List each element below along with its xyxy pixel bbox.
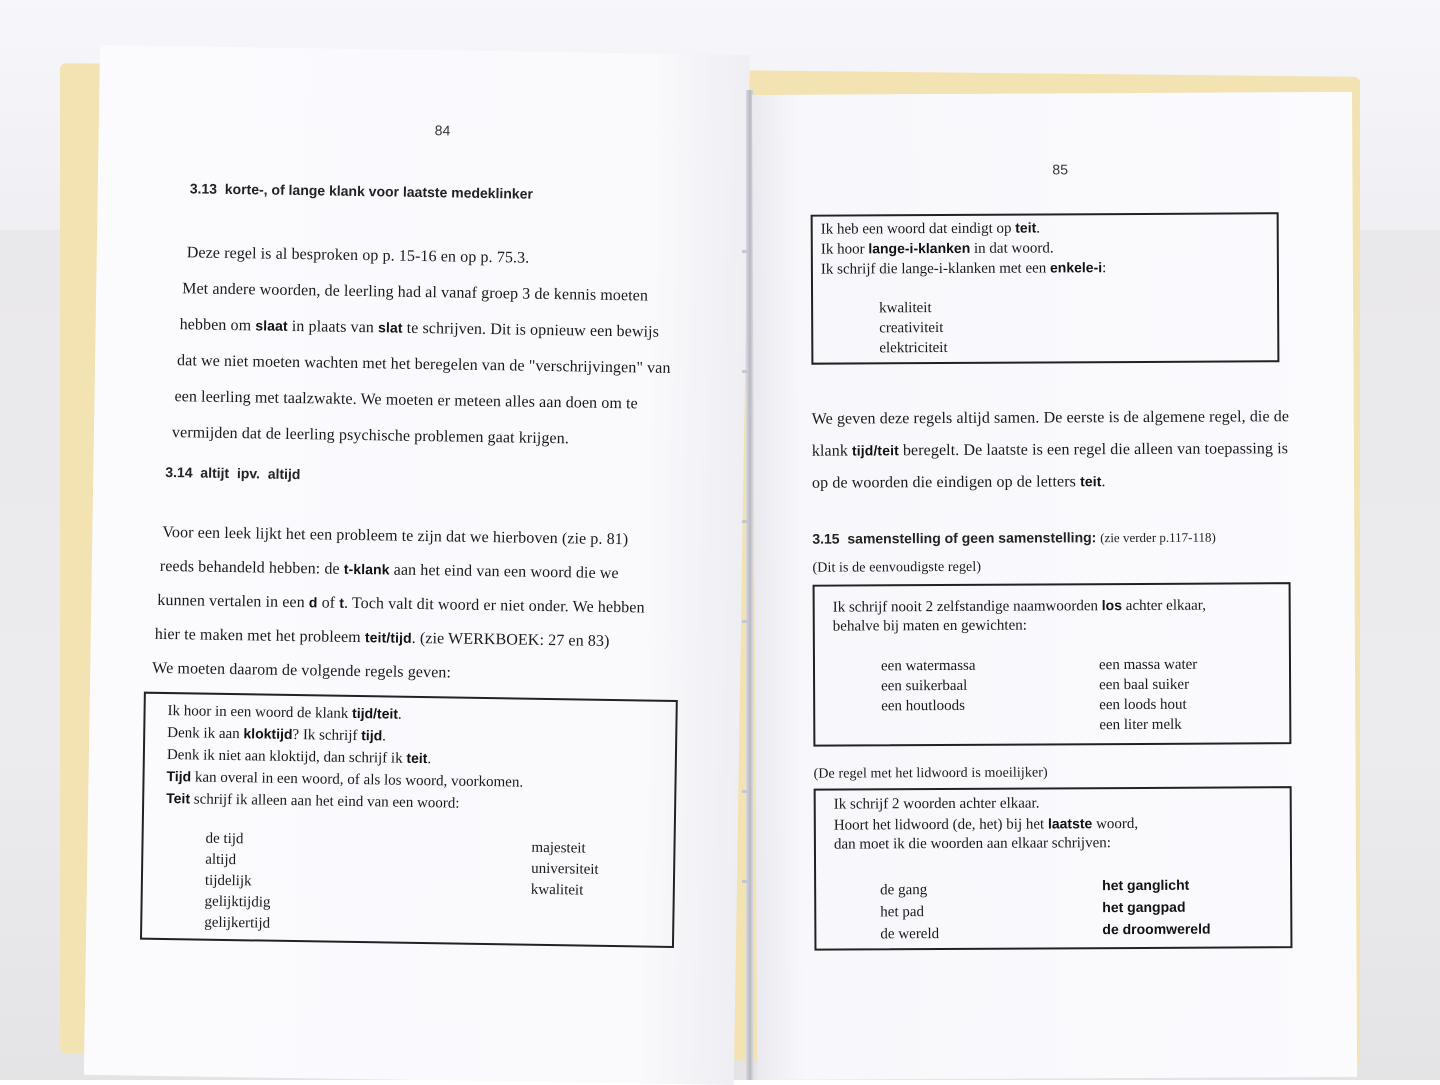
page-number: 84 <box>434 122 451 139</box>
section-heading <box>812 529 1216 548</box>
example-word: gelijktijdig <box>204 893 271 911</box>
example-word: creativiteit <box>879 320 944 337</box>
section-title: samenstelling of geen samenstelling: <box>847 529 1097 547</box>
section-number: 3.14 <box>165 463 193 481</box>
rule-line: Ik schrijf die lange-i-klanken met een enkele-i: <box>820 259 1107 278</box>
rule-line: behalve bij maten en gewichten: <box>832 617 1027 635</box>
example-word: altijd <box>205 851 237 869</box>
example-word: elektriciteit <box>879 339 948 357</box>
section-heading <box>165 464 300 482</box>
binding-stitch <box>742 250 748 253</box>
rule-line: Ik hoor lange-i-klanken in dat woord. <box>820 239 1054 258</box>
rule-line: Teit schrijf ik alleen aan het eind van een woord: <box>166 790 460 812</box>
paragraph-line: dat we niet moeten wachten met het beregelen van de "verschrijvingen" van <box>176 352 671 377</box>
section-number: 3.13 <box>189 180 218 197</box>
example-word: een loods hout <box>1099 696 1187 714</box>
rule-box-lidwoord <box>814 786 1293 951</box>
rule-box-teit <box>811 212 1280 364</box>
example-word: de wereld <box>880 926 940 943</box>
binding-stitch <box>742 370 748 373</box>
section-title: altijt ipv. altijd <box>200 464 301 483</box>
rule-line: Hoort het lidwoord (de, het) bij het laatste woord, <box>833 815 1139 834</box>
example-word: een liter melk <box>1099 716 1182 734</box>
paragraph-line: een leerling met taalzwakte. We moeten er meteen alles aan doen om te <box>174 388 638 413</box>
example-word: het gangpad <box>1102 898 1186 916</box>
section-reference: (zie verder p.117-118) <box>1100 529 1216 546</box>
paragraph-line: op de woorden die eindigen op de letters teit. <box>811 473 1106 492</box>
binding-stitch <box>742 620 748 623</box>
example-word: een houtloods <box>881 697 965 715</box>
right-page <box>752 92 1357 1080</box>
paragraph-line: We geven deze regels altijd samen. De eerste is de algemene regel, die de <box>811 408 1290 428</box>
binding-stitch <box>742 880 748 883</box>
paragraph-line: Deze regel is al besproken op p. 15-16 en op p. 75.3. <box>186 244 530 267</box>
paragraph-line: We moeten daarom de volgende regels geven: <box>152 659 452 682</box>
example-word: het pad <box>880 904 925 921</box>
example-word: het ganglicht <box>1102 876 1190 894</box>
paragraph-line: hier te maken met het probleem teit/tijd. (zie WERKBOEK: 27 en 83) <box>154 625 610 650</box>
paragraph-line: vermijden dat de leerling psychische problemen gaat krijgen. <box>171 424 570 448</box>
rule-line: Denk ik niet aan kloktijd, dan schrijf ik teit. <box>166 747 432 768</box>
example-word: de gang <box>880 882 928 899</box>
paragraph-line: kunnen vertalen in een d of t. Toch valt dit woord er niet onder. We hebben <box>157 591 645 617</box>
paragraph-line: Voor een leek lijkt het een probleem te zijn dat we hierboven (zie p. 81) <box>162 523 629 549</box>
paragraph-line: klank tijd/teit beregelt. De laatste is een regel die alleen van toepassing is <box>811 440 1289 460</box>
left-page <box>84 45 750 1085</box>
rule-box-tijd-teit <box>140 692 678 948</box>
rule-box-los <box>813 582 1292 747</box>
paragraph-line: hebben om slaat in plaats van slat te schrijven. Dit is opnieuw een bewijs <box>179 316 660 341</box>
binding-stitch <box>742 520 748 523</box>
paragraph-line: Met andere woorden, de leerling had al vanaf groep 3 de kennis moeten <box>182 280 649 305</box>
rule-line: Denk ik aan kloktijd? Ik schrijf tijd. <box>167 725 387 745</box>
example-word: een watermassa <box>880 657 976 675</box>
example-word: de droomwereld <box>1102 920 1211 938</box>
note-text: (Dit is de eenvoudigste regel) <box>812 559 982 576</box>
section-title: korte-, of lange klank voor laatste medeklinker <box>224 180 534 202</box>
section-number: 3.15 <box>812 530 840 547</box>
section-heading <box>190 180 533 201</box>
binding-stitch <box>742 790 748 793</box>
example-word: majesteit <box>531 839 586 857</box>
rule-line: dan moet ik die woorden aan elkaar schrijven: <box>833 835 1111 853</box>
rule-line: Tijd kan overal in een woord, of als los woord, voorkomen. <box>166 768 524 791</box>
paragraph-line: reeds behandeld hebben: de t-klank aan het eind van een woord die we <box>159 557 619 583</box>
rule-line: Ik schrijf nooit 2 zelfstandige naamwoorden los achter elkaar, <box>832 597 1206 616</box>
rule-line: Ik schrijf 2 woorden achter elkaar. <box>833 795 1040 813</box>
example-word: universiteit <box>531 860 599 878</box>
example-word: tijdelijk <box>204 872 252 890</box>
rule-line: Ik heb een woord dat eindigt op teit. <box>820 219 1041 238</box>
example-word: kwaliteit <box>530 881 584 899</box>
example-word: een massa water <box>1098 656 1198 674</box>
example-word: gelijkertijd <box>204 914 271 932</box>
example-word: kwaliteit <box>879 300 932 317</box>
example-word: de tijd <box>205 830 244 848</box>
page-number: 85 <box>1052 161 1069 178</box>
example-word: een baal suiker <box>1099 676 1190 694</box>
note-text: (De regel met het lidwoord is moeilijker) <box>813 765 1048 782</box>
example-word: een suikerbaal <box>881 677 968 695</box>
rule-line: Ik hoor in een woord de klank tijd/teit. <box>167 703 402 723</box>
